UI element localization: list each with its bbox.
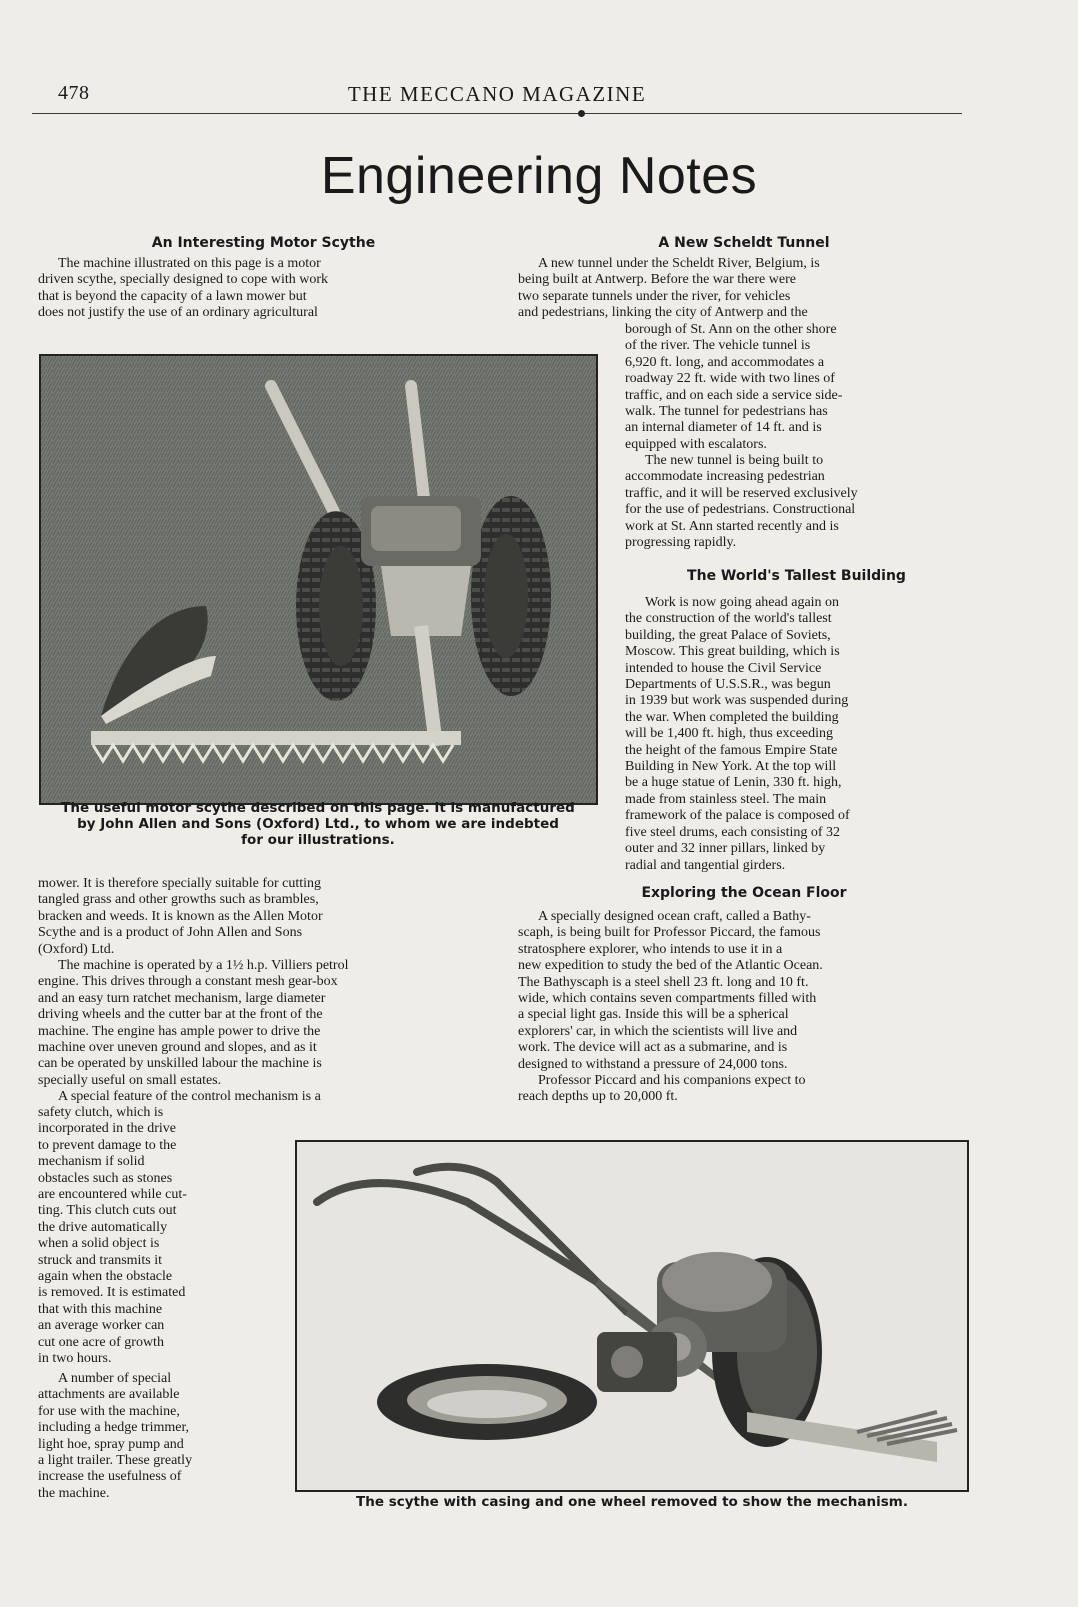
page-header (32, 80, 962, 110)
tallest-building-paragraph: Work is now going ahead again on the construction of the world's tallest building, the great Palace of Soviets, Moscow. This great building, which is intended to house the Civil Service Departments of U.S.S.R., was begun in 1939 but work was suspended during the war. When completed the building will be 1,400 ft. high, thus exceeding the height of the famous Empire State Building in New York. At the top will be a huge statue of Lenin, 330 ft. high, made from stainless steel. The main framework of the palace is composed of five steel drums, each consisting of 32 outer and 32 inner pillars, linked by radial and tangential girders. (625, 595, 850, 873)
scythe-clutch-paragraph-start: A special feature of the control mechanism is a (58, 1089, 321, 1104)
section-heading-ocean-floor: Exploring the Ocean Floor (641, 885, 847, 901)
section-heading-tallest-building: The World's Tallest Building (687, 568, 906, 584)
ocean-floor-paragraph: A specially designed ocean craft, called a Bathy- scaph, is being built for Professor Piccard, the famous stratosphere explorer, who intends to use it in a new expedition to study the bed of the Atlantic Ocean. The Bathyscaph is a steel shell 23 ft. long and 10 ft. wide, which contains seven compartments filled with a special light gas. Inside this will be a spherical explorers' car, in which the scientists will live and work. The device will act as a submarine, and is designed to withstand a pressure of 24,000 tons. (518, 909, 823, 1072)
header-rule-ornament (578, 110, 585, 117)
tunnel-pedestrian-paragraph: The new tunnel is being built to accommodate increasing pedestrian traffic, and it will be reserved exclusively for the use of pedestrians. Constructional work at St. Ann started recently and is progressing rapidly. (625, 453, 858, 551)
tunnel-details-paragraph: borough of St. Ann on the other shore of the river. The vehicle tunnel is 6,920 ft. long, and accommodates a roadway 22 ft. wide with two lines of traffic, and on each side a service side- walk. The tunnel for pedestrians has an internal diameter of 14 ft. and is equipped with escalators. (625, 322, 843, 452)
section-heading-scheldt-tunnel: A New Scheldt Tunnel (658, 235, 830, 251)
page-number: 478 (58, 82, 90, 104)
magazine-title: THE MECCANO MAGAZINE (347, 82, 647, 106)
ocean-floor-paragraph-2: Professor Piccard and his companions expect to reach depths up to 20,000 ft. (518, 1073, 806, 1105)
header-rule (32, 113, 962, 114)
tunnel-intro-paragraph: A new tunnel under the Scheldt River, Belgium, is being built at Antwerp. Before the war there were two separate tunnels under the river, for vehicles and pedestrians, linking the city of Antwerp and the (518, 256, 820, 321)
scythe-clutch-paragraph: safety clutch, which is incorporated in the drive to prevent damage to the mechanism if solid obstacles such as stones are encountered while cut- ting. This clutch cuts out the drive automatically when a solid object is struck and transmits it again when the obstacle is removed. It is estimated that with this machine an average worker can cut one acre of growth in two hours. (38, 1105, 187, 1367)
motor-scythe-photo (39, 354, 598, 805)
motor-scythe-illustration (41, 356, 596, 803)
scythe-mechanism-photo (295, 1140, 969, 1492)
section-heading-motor-scythe: An Interesting Motor Scythe (151, 235, 376, 251)
scythe-mechanism-illustration (297, 1142, 967, 1490)
scythe-continued-paragraph: mower. It is therefore specially suitable for cutting tangled grass and other growths such as brambles, bracken and weeds. It is known as the Allen Motor Scythe and is a product of John Allen and Sons (Oxford) Ltd. (38, 876, 323, 957)
motor-scythe-photo-caption: The useful motor scythe described on this page. It is manufactured by John Allen and Sons (Oxford) Ltd., to whom we are indebted for our illustrations. (61, 800, 575, 848)
mechanism-photo-caption: The scythe with casing and one wheel removed to show the mechanism. (356, 1494, 908, 1510)
scythe-attachments-paragraph: A number of special attachments are available for use with the machine, including a hedge trimmer, light hoe, spray pump and a light trailer. These greatly increase the usefulness of the machine. (38, 1371, 193, 1501)
page-title: Engineering Notes (320, 147, 758, 205)
scythe-engine-paragraph: The machine is operated by a 1½ h.p. Villiers petrol engine. This drives through a constant mesh gear-box and an easy turn ratchet mechanism, large diameter driving wheels and the cutter bar at the front of the machine. The engine has ample power to drive the machine over uneven ground and slopes, and as it can be operated by unskilled labour the machine is specially useful on small estates. (38, 958, 349, 1088)
scythe-intro-paragraph: The machine illustrated on this page is a motor driven scythe, specially designed to cope with work that is beyond the capacity of a lawn mower but does not justify the use of an ordinary agricultural (38, 256, 329, 321)
